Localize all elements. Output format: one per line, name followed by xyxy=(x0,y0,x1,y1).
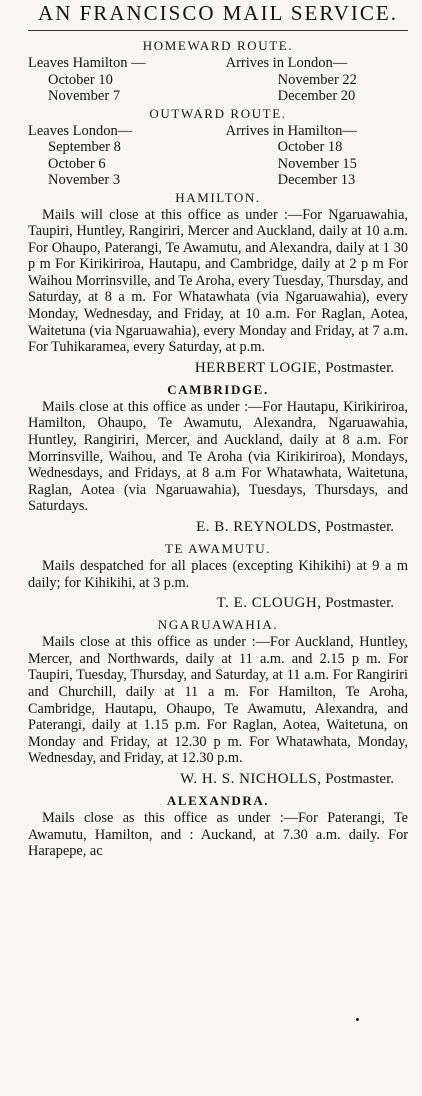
signature-title: Postmaster. xyxy=(325,770,394,787)
outward-heading: OUTWARD ROUTE. xyxy=(149,105,287,121)
cambridge-notice: Mails close at this office as under :—For Hautapu, Kirikiriroa, Hamilton, Ohaupo, Te Awamutu, Alexandra, Ngaruawahia, Huntley, Rangiriri, Mercer, and Auckland, daily at 8 a.m. For Morrinsville, Waihou, and Te Aroha (via Kirikiriroa), Mondays, Wednesdays, and Fridays, at 8 a.m For Whatawhata, Waitetuna, Raglan, Aotea (via Ngaruawahia), Tuesdays, Thursdays, and Saturdays. xyxy=(28,398,408,515)
outward-arrivals xyxy=(226,123,408,189)
ngaruawahia-notice: Mails close at this office as under :—For Auckland, Huntley, Mercer, and Northwards, daily at 11 a.m. and 2.15 p m. For Taupiri, Tuesday, Thursday, and Saturday, at 11 a.m. For Rangiriri and Churchill, daily at 11 a m. For Hamilton, Te Aroha, Cambridge, Hautapu, Ohaupo, Te Awamutu, Alexandra, and Paterangi, daily at 1.15 p.m. For Raglan, Aotea, Waitetuna, on Monday and Friday, at 12.30 p m. For Whatawhata, Monday, Wednesday, and Friday, at 12.30 p.m. xyxy=(28,634,408,767)
homeward-departures xyxy=(28,55,210,105)
outward-left-date: September 8 xyxy=(48,139,121,155)
outward-left-date: November 3 xyxy=(48,172,121,188)
print-speck xyxy=(356,1018,359,1021)
page-title: AN FRANCISCO MAIL SERVICE. xyxy=(38,1,398,25)
outward-left-header: Leaves London— xyxy=(28,122,133,139)
signature-name: W. H. S. NICHOLLS, xyxy=(180,770,322,787)
alexandra-heading: ALEXANDRA. xyxy=(166,792,270,808)
homeward-left-header: Leaves Hamilton — xyxy=(28,55,146,71)
hamilton-signature xyxy=(28,358,394,378)
homeward-arrivals xyxy=(226,55,408,105)
cambridge-heading: CAMBRIDGE. xyxy=(167,381,269,397)
signature-name: E. B. REYNOLDS, xyxy=(196,519,322,535)
homeward-left-date: October 10 xyxy=(48,71,113,88)
ngaruawahia-heading: NGARUAWAHIA. xyxy=(157,617,279,633)
ngaruawahia-signature xyxy=(28,769,394,789)
homeward-route-table xyxy=(28,55,408,105)
signature-title: Postmaster. xyxy=(325,359,394,376)
te-awamutu-heading: TE AWAMUTU. xyxy=(164,541,272,556)
signature-name: HERBERT LOGIE, xyxy=(194,359,322,376)
signature-title: Postmaster. xyxy=(325,595,394,612)
outward-departures xyxy=(28,123,210,189)
outward-right-date: December 13 xyxy=(277,172,356,188)
hamilton-heading: HAMILTON. xyxy=(175,189,261,205)
alexandra-notice: Mails close as this office as under :—For Paterangi, Te Awamutu, Hamilton, and : Auckand, at 7.30 a.m. daily. For Harapepe, ac xyxy=(28,809,408,860)
homeward-right-header: Arrives in London— xyxy=(225,55,348,71)
outward-right-header: Arrives in Hamilton— xyxy=(225,122,357,139)
outward-right-date: October 18 xyxy=(277,139,343,155)
outward-right-date: November 15 xyxy=(277,155,357,172)
te-awamutu-notice: Mails despatched for all places (excepting Kihikihi) at 9 a m daily; for Kihikihi, at 3 p.m. xyxy=(28,558,408,591)
signature-title: Postmaster. xyxy=(325,519,394,535)
homeward-right-date: November 22 xyxy=(277,71,357,88)
title-rule xyxy=(28,30,408,31)
outward-route-table xyxy=(28,123,408,189)
signature-name: T. E. CLOUGH, xyxy=(216,595,322,612)
cambridge-signature xyxy=(28,517,394,537)
homeward-left-date: November 7 xyxy=(48,88,121,104)
homeward-right-date: December 20 xyxy=(277,88,356,104)
homeward-heading: HOMEWARD ROUTE. xyxy=(142,38,294,53)
te-awamutu-signature xyxy=(28,593,394,613)
outward-left-date: October 6 xyxy=(48,155,106,172)
hamilton-notice: Mails will close at this office as under :—For Ngaruawahia, Taupiri, Huntley, Rangiriri, Mercer and Auckland, daily at 10 a.m. For Ohaupo, Paterangi, Te Awamutu, and Alexandra, daily at 1 30 p m For Kirikiriroa, Hautapu, and Cambridge, daily at 2 p m For Waihou Morrinsville, and Te Aroha, every Tuesday, Thursday, and Saturday, at 8 a m. For Whatawhata (via Ngaruawahia), every Monday, Wednesday, and Friday, at 10 a.m. For Raglan, Aotea, Waitetuna (via Ngaruawahia), every Monday and Friday, at 7 a.m. For Tuhikaramea, every Saturday, at p.m. xyxy=(28,206,408,356)
